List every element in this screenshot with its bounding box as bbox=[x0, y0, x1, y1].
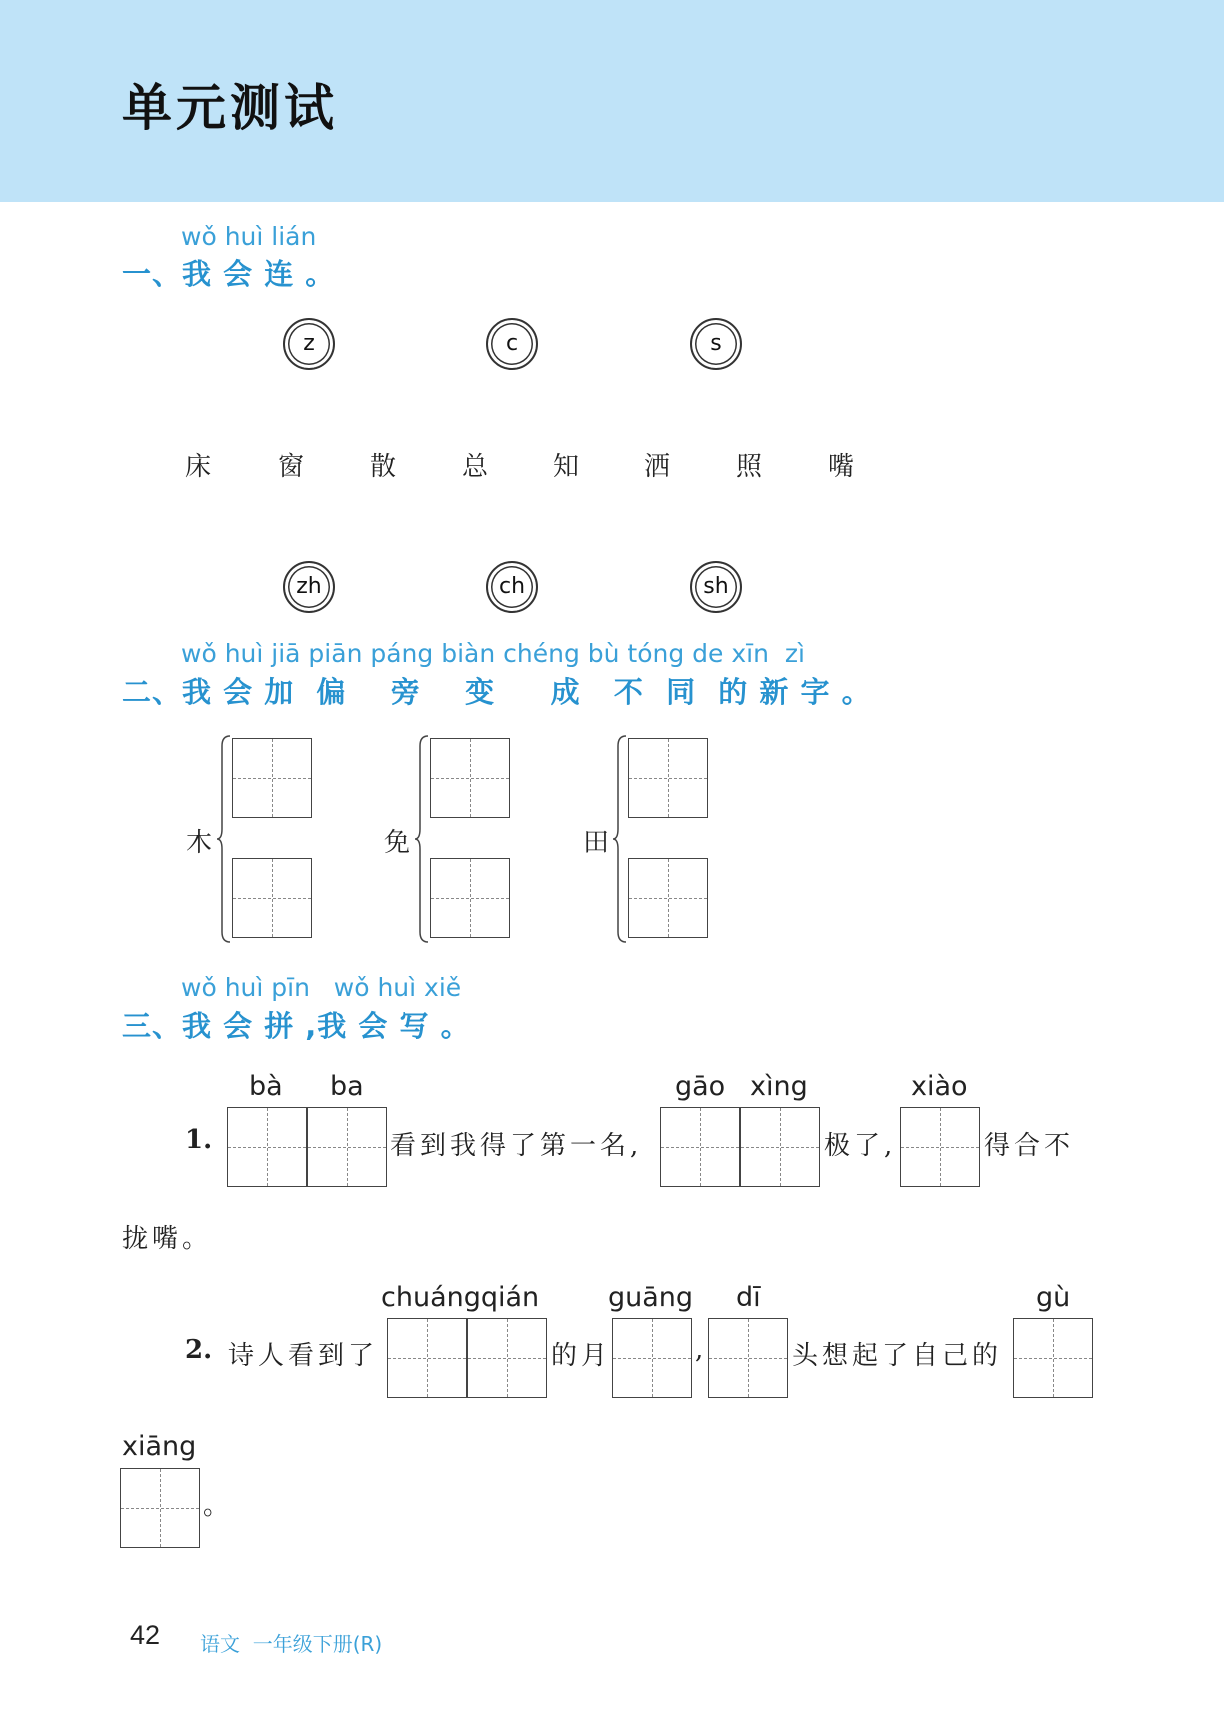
writing-grid[interactable] bbox=[1013, 1318, 1093, 1398]
writing-grid[interactable] bbox=[628, 858, 708, 938]
q1-text-1: 看到我得了第一名, bbox=[390, 1131, 643, 1161]
brace-icon bbox=[216, 734, 232, 944]
book-label: 语文 一年级下册(R) bbox=[200, 1632, 383, 1656]
writing-grid[interactable] bbox=[900, 1107, 980, 1187]
initial-circle-c[interactable]: c bbox=[486, 318, 538, 370]
q1-pinyin-ba: ba bbox=[330, 1071, 364, 1102]
q2-text-1: 诗人看到了 bbox=[228, 1341, 379, 1371]
q2-pinyin-gu: gù bbox=[1036, 1282, 1071, 1313]
initial-circle-sh[interactable]: sh bbox=[690, 561, 742, 613]
writing-grid[interactable] bbox=[660, 1107, 740, 1187]
match-char[interactable]: 洒 bbox=[644, 452, 671, 482]
q2-pinyin-di: dī bbox=[736, 1282, 761, 1313]
section2-title: 二、我 会 加 偏 旁 变 成 不 同 的 新 字 。 bbox=[122, 675, 872, 709]
q1-number: 1. bbox=[185, 1125, 213, 1155]
match-char[interactable]: 总 bbox=[462, 452, 489, 482]
writing-grid[interactable] bbox=[232, 858, 312, 938]
writing-grid[interactable] bbox=[612, 1318, 692, 1398]
section2-pinyin: wǒ huì jiā piān páng biàn chéng bù tóng de xīn zì bbox=[181, 639, 805, 668]
match-char[interactable]: 散 bbox=[370, 452, 397, 482]
section1-title: 一、我 会 连 。 bbox=[122, 257, 336, 291]
page-title: 单元测试 bbox=[122, 79, 338, 137]
writing-grid[interactable] bbox=[307, 1107, 387, 1187]
section1-pinyin: wǒ huì lián bbox=[181, 222, 317, 251]
q2-text-5: 。 bbox=[203, 1491, 234, 1521]
q1-pinyin-xing: xìng bbox=[750, 1071, 808, 1102]
writing-grid[interactable] bbox=[467, 1318, 547, 1398]
q1-text-4: 拢嘴。 bbox=[122, 1224, 213, 1254]
section3-pinyin: wǒ huì pīn wǒ huì xiě bbox=[181, 973, 462, 1002]
q2-pinyin-chuangqian: chuángqián bbox=[381, 1282, 540, 1313]
match-char[interactable]: 照 bbox=[736, 452, 763, 482]
writing-grid[interactable] bbox=[430, 858, 510, 938]
writing-grid[interactable] bbox=[430, 738, 510, 818]
initial-circle-s[interactable]: s bbox=[690, 318, 742, 370]
brace-icon bbox=[612, 734, 628, 944]
match-char[interactable]: 知 bbox=[553, 452, 580, 482]
q1-pinyin-gao: gāo bbox=[675, 1071, 726, 1102]
initial-circle-ch[interactable]: ch bbox=[486, 561, 538, 613]
match-char[interactable]: 床 bbox=[185, 452, 212, 482]
q1-pinyin-xiao: xiào bbox=[911, 1071, 968, 1102]
writing-grid[interactable] bbox=[740, 1107, 820, 1187]
base-char: 木 bbox=[186, 828, 213, 858]
writing-grid[interactable] bbox=[387, 1318, 467, 1398]
q1-pinyin-ba4: bà bbox=[249, 1071, 283, 1102]
q2-pinyin-guang: guāng bbox=[608, 1282, 694, 1313]
match-char[interactable]: 窗 bbox=[278, 452, 305, 482]
brace-icon bbox=[414, 734, 430, 944]
writing-grid[interactable] bbox=[708, 1318, 788, 1398]
initial-circle-z[interactable]: z bbox=[283, 318, 335, 370]
q2-text-4: 头想起了自己的 bbox=[792, 1341, 1003, 1371]
page-number: 42 bbox=[130, 1620, 161, 1650]
writing-grid[interactable] bbox=[120, 1468, 200, 1548]
base-char: 田 bbox=[583, 828, 610, 858]
q1-text-2: 极了, bbox=[824, 1131, 897, 1161]
base-char: 免 bbox=[384, 828, 411, 858]
match-char[interactable]: 嘴 bbox=[828, 452, 855, 482]
q2-number: 2. bbox=[185, 1335, 213, 1365]
q1-text-3: 得合不 bbox=[984, 1131, 1075, 1161]
writing-grid[interactable] bbox=[628, 738, 708, 818]
writing-grid[interactable] bbox=[232, 738, 312, 818]
section3-title: 三、我 会 拼 ,我 会 写 。 bbox=[122, 1009, 471, 1043]
q2-text-3: , bbox=[695, 1335, 708, 1365]
q2-text-2: 的月 bbox=[551, 1341, 612, 1371]
initial-circle-zh[interactable]: zh bbox=[283, 561, 335, 613]
writing-grid[interactable] bbox=[227, 1107, 307, 1187]
q2-pinyin-xiang: xiāng bbox=[122, 1431, 197, 1462]
